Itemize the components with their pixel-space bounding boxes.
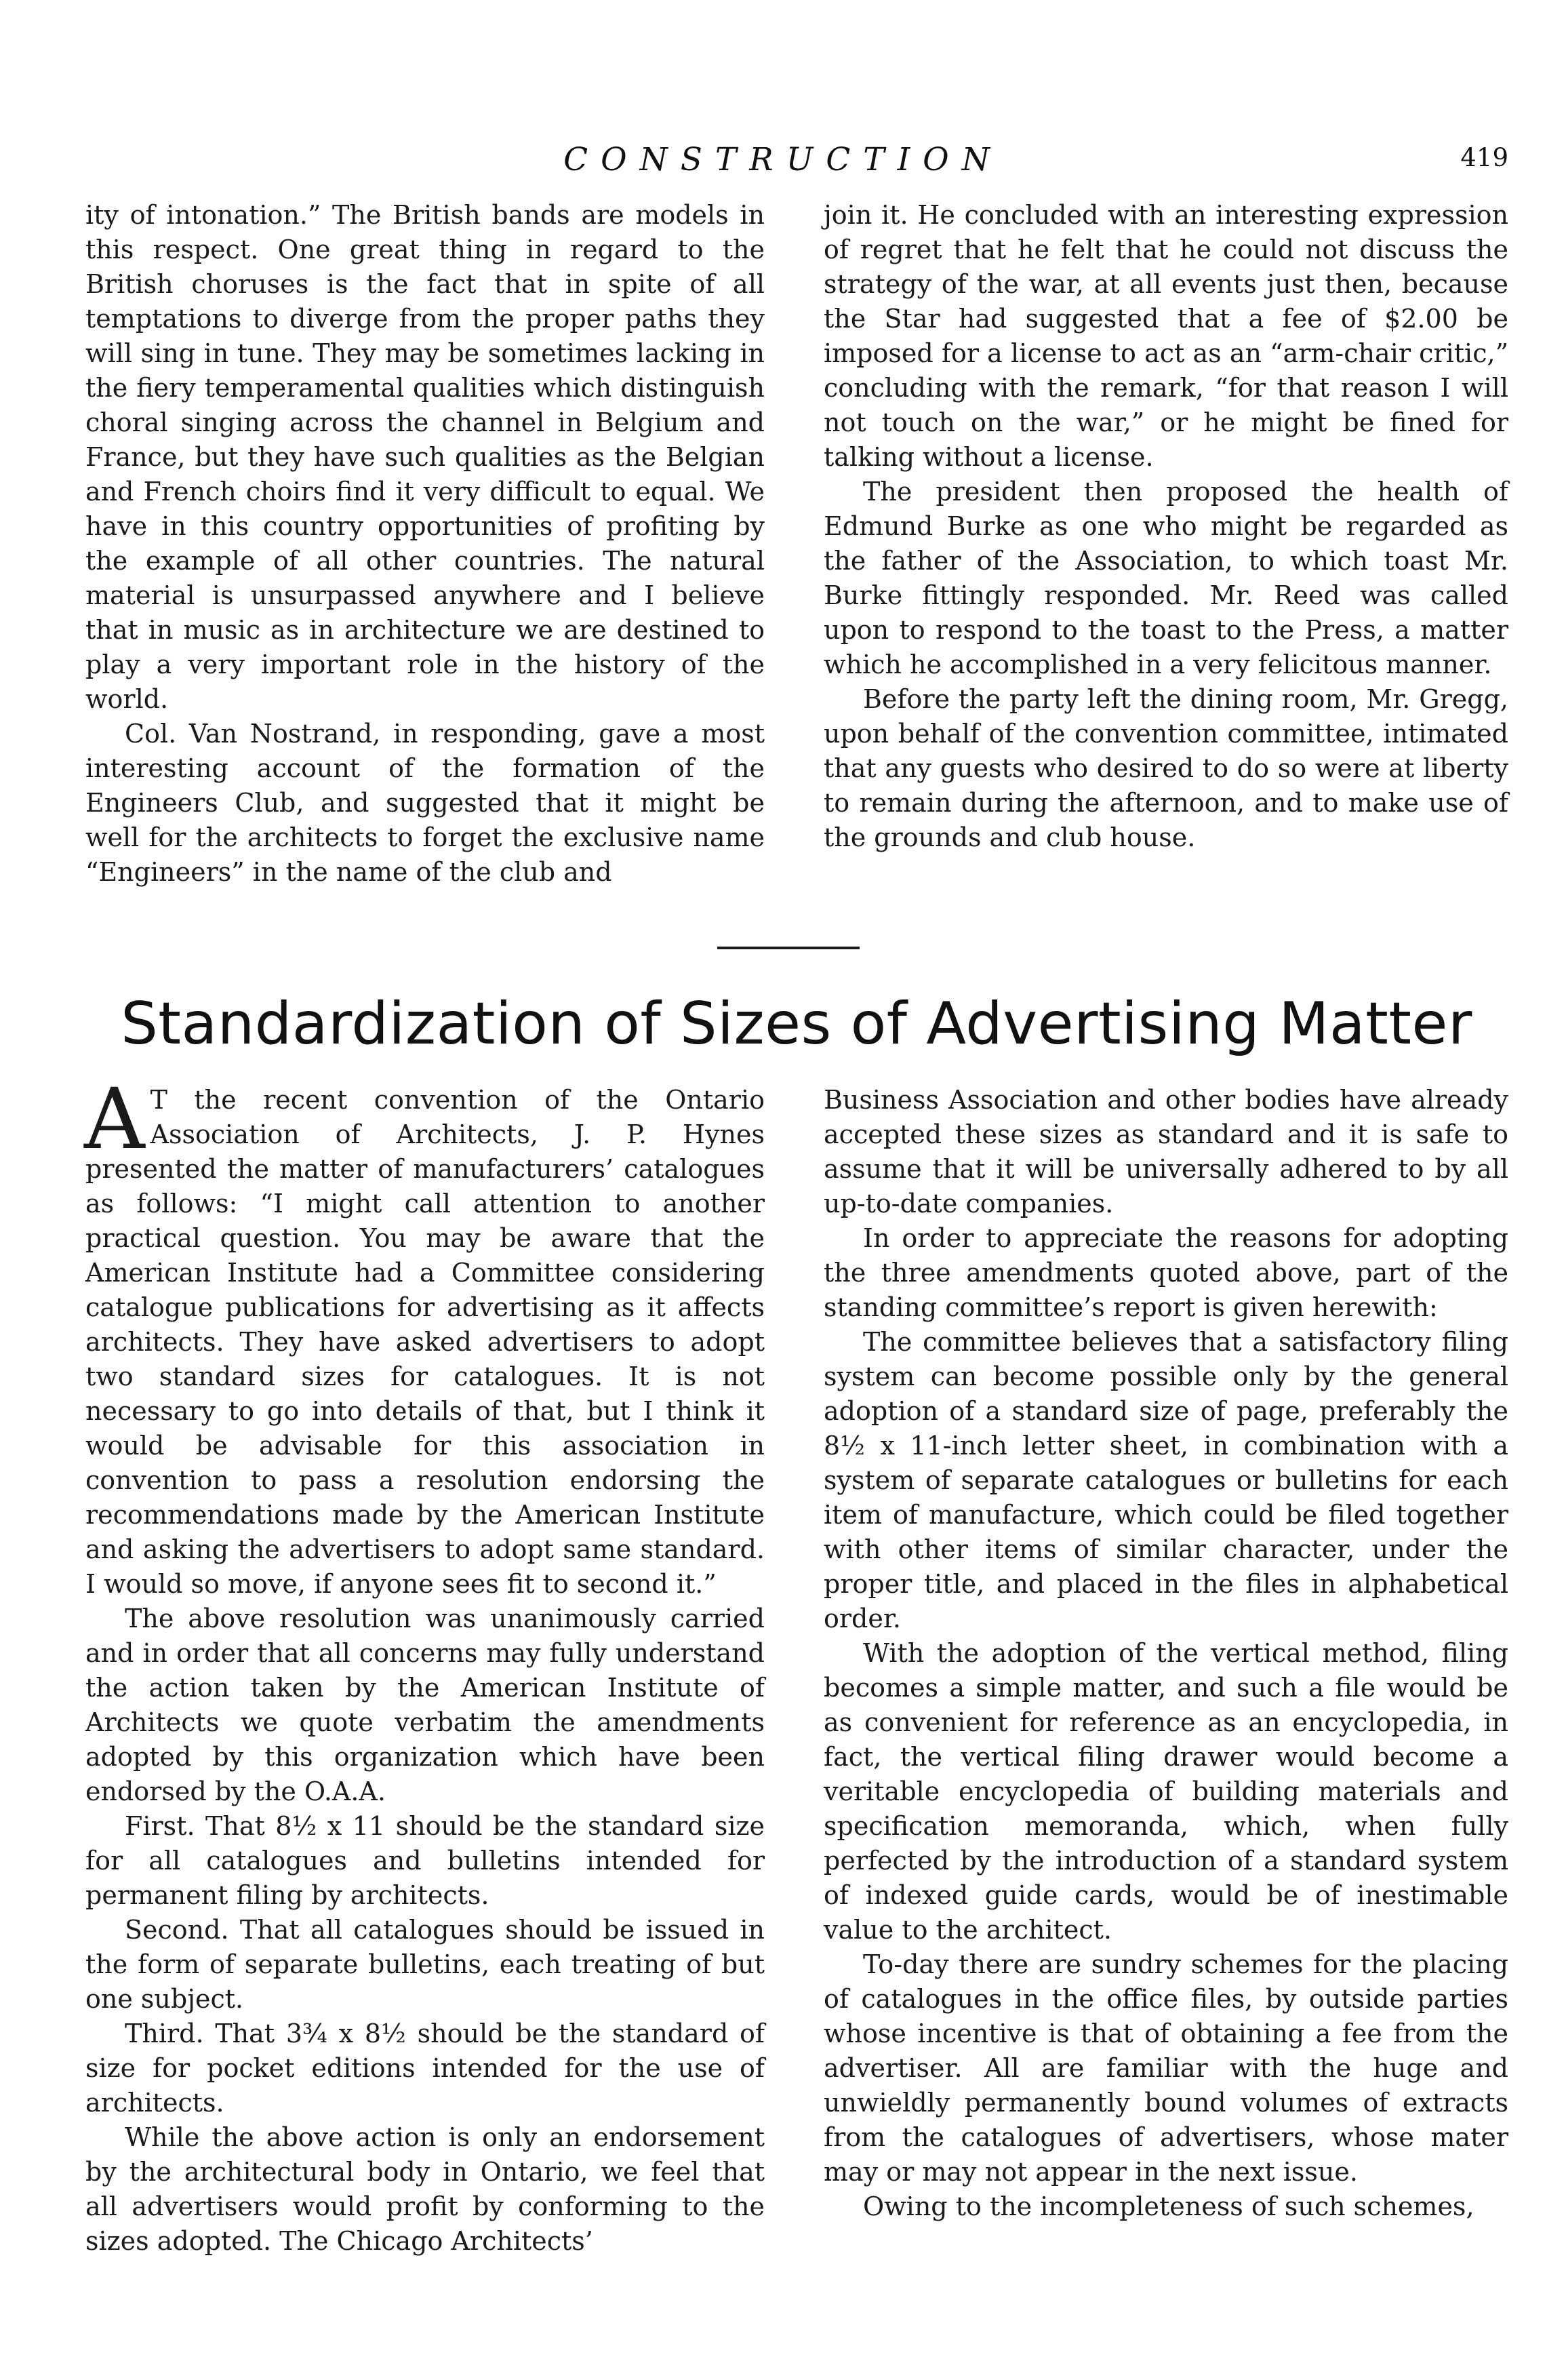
article-left-column <box>84 1071 765 2358</box>
paragraph: Col. Van Nostrand, in responding, gave a most interesting account of the formation of the Engineers Club, and suggested that it might be well for the architects to forget the exclusive name “Engineers” in the name of the club and <box>85 719 765 887</box>
paragraph: Before the party left the dining room, Mr. Gregg, upon behalf of the convention committee, intimated that any guests who desired to do so were at liberty to remain during the afternoon, and to make use of the grounds and club house. <box>824 684 1508 852</box>
paragraph: The president then proposed the health of Edmund Burke as one who might be regarded as the father of the Association, to which toast Mr. Burke fittingly responded. Mr. Reed was called upon to respond to the toast to the Press, a matter which he accomplished in a very felicitous manner. <box>824 477 1508 679</box>
paragraph: The above resolution was unanimously carried and in order that all concerns may fully understand the action taken by the American Institute of Architects we quote verbatim the amendments adopted by this organization which have been endorsed by the O.A.A. <box>85 1604 765 1806</box>
paragraph: ity of intonation.” The British bands are models in this respect. One great thing in regard to the British choruses is the fact that in spite of all temptations to diverge from the proper paths they will sing in tune. They may be sometimes lacking in the fiery temperamental qualities which distinguish choral singing across the channel in Belgium and France, but they have such qualities as the Belgian and French choirs find it very difficult to equal. We have in this country opportunities of profiting by the example of all other countries. The natural material is unsurpassed anywhere and I believe that in music as in architecture we are destined to play a very important role in the history of the world. <box>85 200 765 714</box>
article-right-column <box>824 1083 1508 2358</box>
article-headline: Standardization of Sizes of Advertising Matter <box>121 990 1472 1058</box>
paragraph: Second. That all catalogues should be issued in the form of separate bulletins, each treating of but one subject. <box>85 1915 765 2014</box>
paragraph: join it. He concluded with an interesting expression of regret that he felt that he could not discuss the strategy of the war, at all events just then, because the Star had suggested that a fee of $2.00 be imposed for a license to act as an “arm-chair critic,” concluding with the remark, “for that reason I will not touch on the war,” or he might be fined for talking without a license. <box>824 200 1508 472</box>
running-head <box>0 140 1566 187</box>
paragraph: To-day there are sundry schemes for the placing of catalogues in the office files, by outside parties whose incentive is that of obtaining a fee from the advertiser. All are familiar with the huge and unwieldly permanently bound volumes of extracts from the catalogues of advertisers, whose mater may or may not appear in the next issue. <box>824 1949 1508 2187</box>
drop-cap: A <box>84 1071 145 1168</box>
paragraph: Owing to the incompleteness of such schemes, <box>863 2191 1474 2221</box>
paragraph: In order to appreciate the reasons for adopting the three amendments quoted above, part of the standing committee’s report is given herewith: <box>824 1223 1508 1322</box>
lead-paragraph <box>84 1071 765 1602</box>
lead-paragraph-text: T the recent convention of the Ontario Association of Architects, J. P. Hynes presented the matter of manufacturers’ catalogues as follows: “I might call attention to another practical question. You may be aware that the American Institute had a Committee considering catalogue publications for advertising as it affects architects. They have asked advertisers to adopt two standard sizes for catalogues. It is not necessary to go into details of that, but I think it would be advisable for this association in convention to pass a resolution endorsing the recommendations made by the American Institute and asking the advertisers to adopt same standard. I would so move, if anyone sees fit to second it.” <box>85 1085 765 1599</box>
continued-article-left-column <box>85 198 765 924</box>
section-divider <box>717 947 860 949</box>
page-number: 419 <box>1460 143 1508 172</box>
journal-title: CONSTRUCTION <box>563 141 1003 178</box>
paragraph: The committee believes that a satisfactory filing system can become possible only by the general adoption of a standard size of page, preferably the 8½ x 11-inch letter sheet, in combination with a system of separate catalogues or bulletins for each item of manufacture, which could be filed together with other items of similar character, under the proper title, and placed in the files in alphabetical order. <box>824 1327 1508 1633</box>
paragraph: Business Association and other bodies have already accepted these sizes as standard and it is safe to assume that it will be universally adhered to by all up-to-date companies. <box>824 1085 1508 1218</box>
continued-article-right-column <box>824 198 1508 924</box>
paragraph: Third. That 3¾ x 8½ should be the standard of size for pocket editions intended for the use of architects. <box>85 2019 765 2118</box>
paragraph: While the above action is only an endorsement by the architectural body in Ontario, we feel that all advertisers would profit by conforming to the sizes adopted. The Chicago Architects’ <box>85 2122 765 2256</box>
paragraph: First. That 8½ x 11 should be the standard size for all catalogues and bulletins intended for permanent filing by architects. <box>85 1811 765 1910</box>
paragraph: With the adoption of the vertical method, filing becomes a simple matter, and such a file would be as convenient for reference as an encyclopedia, in fact, the vertical filing drawer would become a veritable encyclopedia of building materials and specification memoranda, which, when fully perfected by the introduction of a standard system of indexed guide cards, would be of inestimable value to the architect. <box>824 1638 1508 1945</box>
